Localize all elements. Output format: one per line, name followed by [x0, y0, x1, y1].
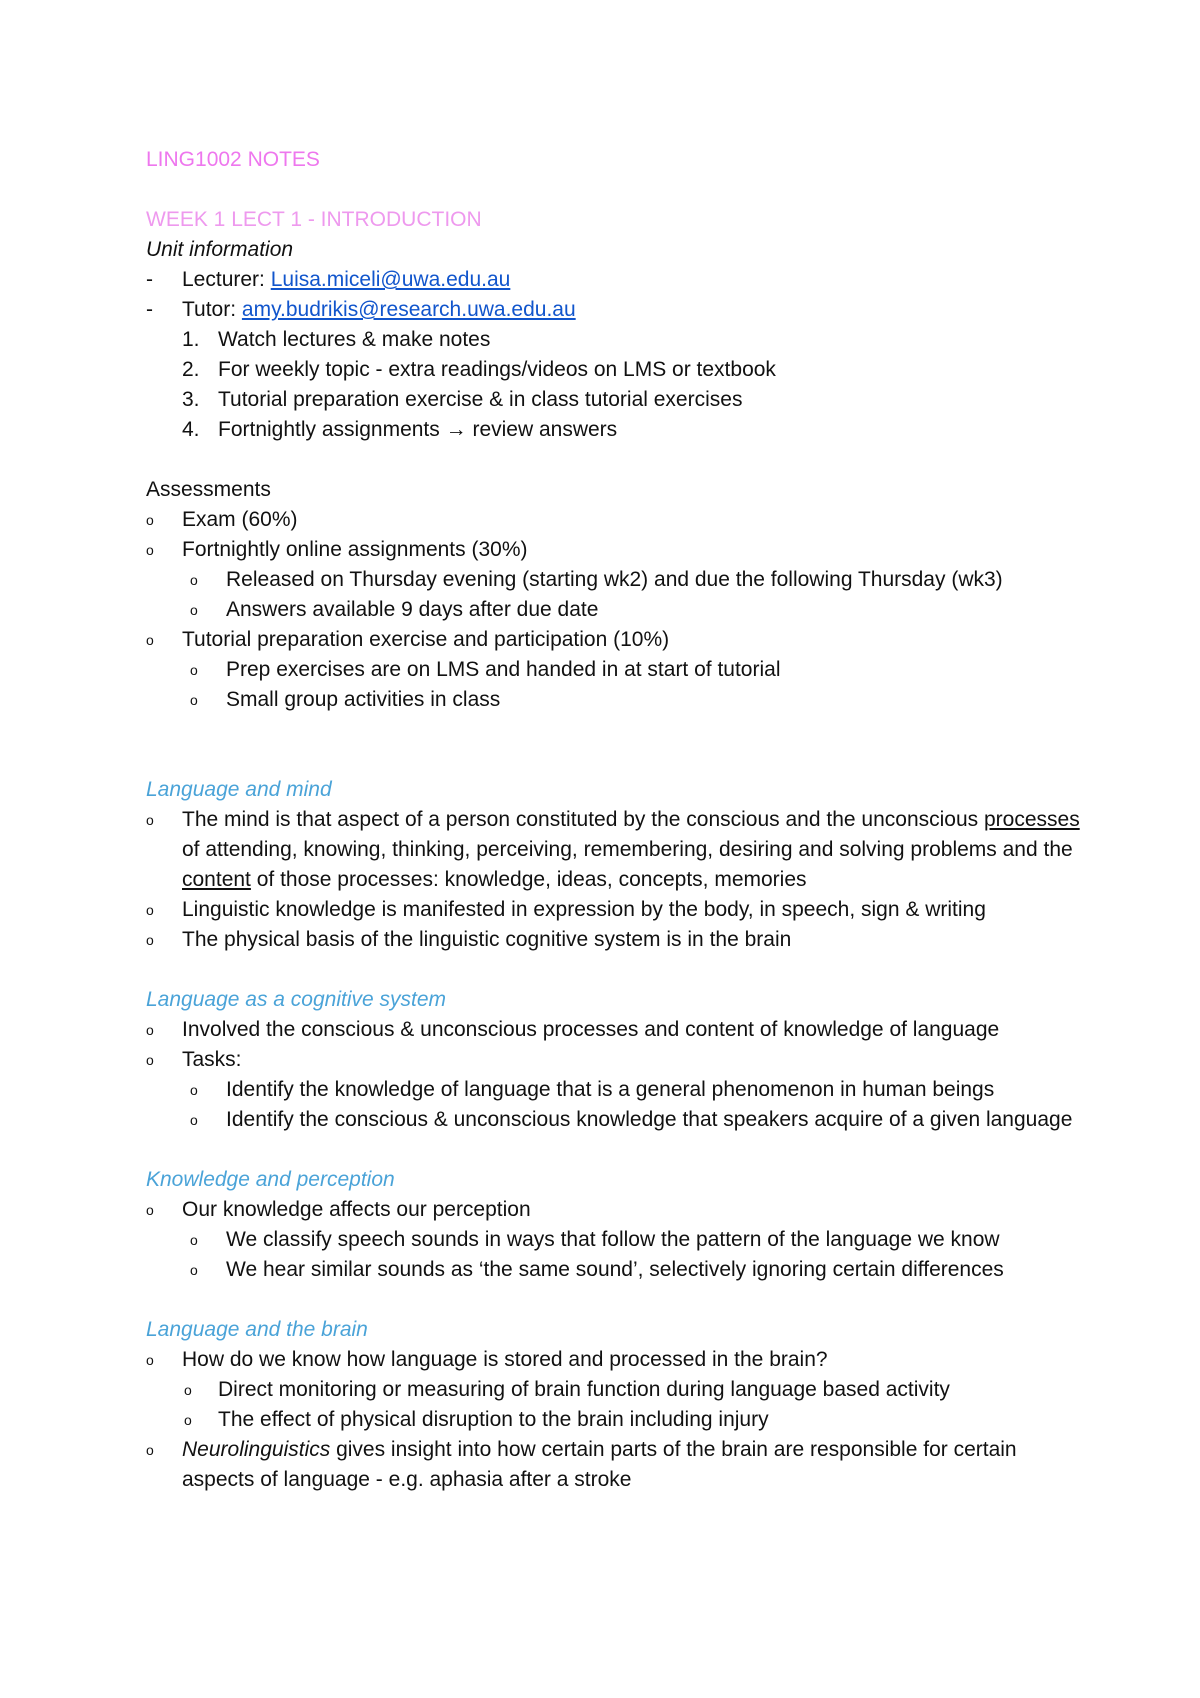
circle-bullet-icon: o	[146, 512, 154, 528]
cognitive-subitem	[146, 1105, 1086, 1135]
circle-bullet-icon: o	[190, 1082, 198, 1098]
cognitive-text: Tasks:	[182, 1048, 242, 1071]
perception-item	[146, 1195, 1086, 1225]
step-item	[146, 415, 1086, 445]
circle-bullet-icon: o	[190, 662, 198, 678]
perception-heading: Knowledge and perception	[146, 1168, 395, 1191]
perception-text: Our knowledge affects our perception	[182, 1198, 531, 1221]
step-text: Tutorial preparation exercise & in class tutorial exercises	[218, 388, 743, 411]
step-number: 2.	[182, 358, 200, 381]
doc-title: LING1002 NOTES	[146, 148, 320, 171]
language-mind-heading: Language and mind	[146, 778, 332, 801]
circle-bullet-icon: o	[190, 1262, 198, 1278]
week-heading: WEEK 1 LECT 1 - INTRODUCTION	[146, 208, 482, 231]
assessment-subitem	[146, 595, 1086, 625]
assessment-text: Exam (60%)	[182, 508, 298, 531]
assessment-subitem	[146, 685, 1086, 715]
text-part: of attending, knowing, thinking, perceiving, remembering, desiring and solving problems and the	[182, 838, 1073, 861]
cognitive-subitem	[146, 1075, 1086, 1105]
lecturer-line	[146, 265, 1086, 295]
assessment-item	[146, 535, 1086, 565]
text-part: of those processes: knowledge, ideas, concepts, memories	[250, 868, 807, 891]
circle-bullet-icon: o	[146, 1202, 154, 1218]
tutor-label: Tutor:	[182, 298, 242, 321]
text-part: gives insight into how certain parts of the brain are responsible for certain aspects of language - e.g. aphasia after a stroke	[182, 1438, 1017, 1491]
language-mind-item	[146, 895, 1086, 925]
step-number: 4.	[182, 418, 200, 441]
circle-bullet-icon: o	[146, 1442, 154, 1458]
perception-subitem	[146, 1255, 1086, 1285]
circle-bullet-icon: o	[146, 542, 154, 558]
circle-bullet-icon: o	[146, 1352, 154, 1368]
brain-heading: Language and the brain	[146, 1318, 368, 1341]
lecturer-email-link[interactable]: Luisa.miceli@uwa.edu.au	[270, 268, 511, 291]
assessment-text: Tutorial preparation exercise and participation (10%)	[182, 628, 670, 651]
step-text: Fortnightly assignments	[218, 418, 440, 441]
spacer	[146, 175, 1086, 205]
tutor-line	[146, 295, 1086, 325]
language-mind-item	[146, 925, 1086, 955]
step-text-continued: review answers	[472, 418, 618, 441]
circle-bullet-icon: o	[146, 812, 154, 828]
spacer	[146, 715, 1086, 745]
circle-bullet-icon: o	[184, 1382, 192, 1398]
circle-bullet-icon: o	[190, 1232, 198, 1248]
brain-subitem	[146, 1405, 1086, 1435]
spacer	[146, 445, 1086, 475]
assessments-heading: Assessments	[146, 478, 271, 501]
assessment-subtext: Small group activities in class	[226, 688, 501, 711]
document-body	[146, 145, 1086, 1495]
arrow-right-icon: →	[445, 418, 467, 441]
assessment-item	[146, 625, 1086, 655]
cognitive-system-heading: Language as a cognitive system	[146, 988, 447, 1011]
assessment-subitem	[146, 565, 1086, 595]
circle-bullet-icon: o	[146, 1022, 154, 1038]
step-number: 1.	[182, 328, 200, 351]
italic-term: Neurolinguistics	[182, 1438, 331, 1461]
spacer	[146, 745, 1086, 775]
brain-subtext: The effect of physical disruption to the brain including injury	[218, 1408, 769, 1431]
brain-item	[146, 1435, 1086, 1495]
assessment-subtext: Prep exercises are on LMS and handed in at start of tutorial	[226, 658, 781, 681]
underlined-term: processes	[983, 808, 1080, 831]
circle-bullet-icon: o	[190, 572, 198, 588]
language-mind-text	[182, 808, 1080, 891]
step-number: 3.	[182, 388, 200, 411]
brain-subtext: Direct monitoring or measuring of brain function during language based activity	[218, 1378, 950, 1401]
spacer	[146, 1135, 1086, 1165]
step-text: Watch lectures & make notes	[218, 328, 491, 351]
text-part: The mind is that aspect of a person constituted by the conscious and the unconscious	[182, 808, 984, 831]
circle-bullet-icon: o	[184, 1412, 192, 1428]
circle-bullet-icon: o	[146, 1052, 154, 1068]
brain-text	[182, 1438, 1017, 1491]
spacer	[146, 1285, 1086, 1315]
brain-subitem	[146, 1375, 1086, 1405]
tutor-email-link[interactable]: amy.budrikis@research.uwa.edu.au	[241, 298, 576, 321]
assessment-item	[146, 505, 1086, 535]
step-item	[146, 355, 1086, 385]
cognitive-item	[146, 1015, 1086, 1045]
assessment-subtext: Answers available 9 days after due date	[226, 598, 599, 621]
cognitive-subtext: Identify the knowledge of language that is a general phenomenon in human beings	[226, 1078, 995, 1101]
language-mind-text: The physical basis of the linguistic cognitive system is in the brain	[182, 928, 792, 951]
assessment-text: Fortnightly online assignments (30%)	[182, 538, 528, 561]
brain-item	[146, 1345, 1086, 1375]
cognitive-text: Involved the conscious & unconscious processes and content of knowledge of language	[182, 1018, 1000, 1041]
circle-bullet-icon: o	[190, 602, 198, 618]
language-mind-text: Linguistic knowledge is manifested in expression by the body, in speech, sign & writing	[182, 898, 986, 921]
step-item	[146, 325, 1086, 355]
step-item	[146, 385, 1086, 415]
spacer	[146, 955, 1086, 985]
circle-bullet-icon: o	[146, 632, 154, 648]
circle-bullet-icon: o	[190, 1112, 198, 1128]
unit-info-heading: Unit information	[146, 238, 294, 261]
cognitive-subtext: Identify the conscious & unconscious knowledge that speakers acquire of a given language	[226, 1108, 1073, 1131]
underlined-term: content	[182, 868, 251, 891]
step-text: For weekly topic - extra readings/videos on LMS or textbook	[218, 358, 776, 381]
perception-subitem	[146, 1225, 1086, 1255]
language-mind-item	[146, 805, 1086, 895]
circle-bullet-icon: o	[146, 932, 154, 948]
circle-bullet-icon: o	[190, 692, 198, 708]
lecturer-label: Lecturer:	[182, 268, 271, 291]
assessment-subtext: Released on Thursday evening (starting wk2) and due the following Thursday (wk3)	[226, 568, 1003, 591]
circle-bullet-icon: o	[146, 902, 154, 918]
dash-marker: -	[146, 298, 153, 321]
perception-subtext: We classify speech sounds in ways that follow the pattern of the language we know	[226, 1228, 1000, 1251]
cognitive-item	[146, 1045, 1086, 1075]
perception-subtext: We hear similar sounds as ‘the same sound’, selectively ignoring certain differences	[226, 1258, 1004, 1281]
dash-marker: -	[146, 268, 153, 291]
assessment-subitem	[146, 655, 1086, 685]
brain-text: How do we know how language is stored and processed in the brain?	[182, 1348, 828, 1371]
